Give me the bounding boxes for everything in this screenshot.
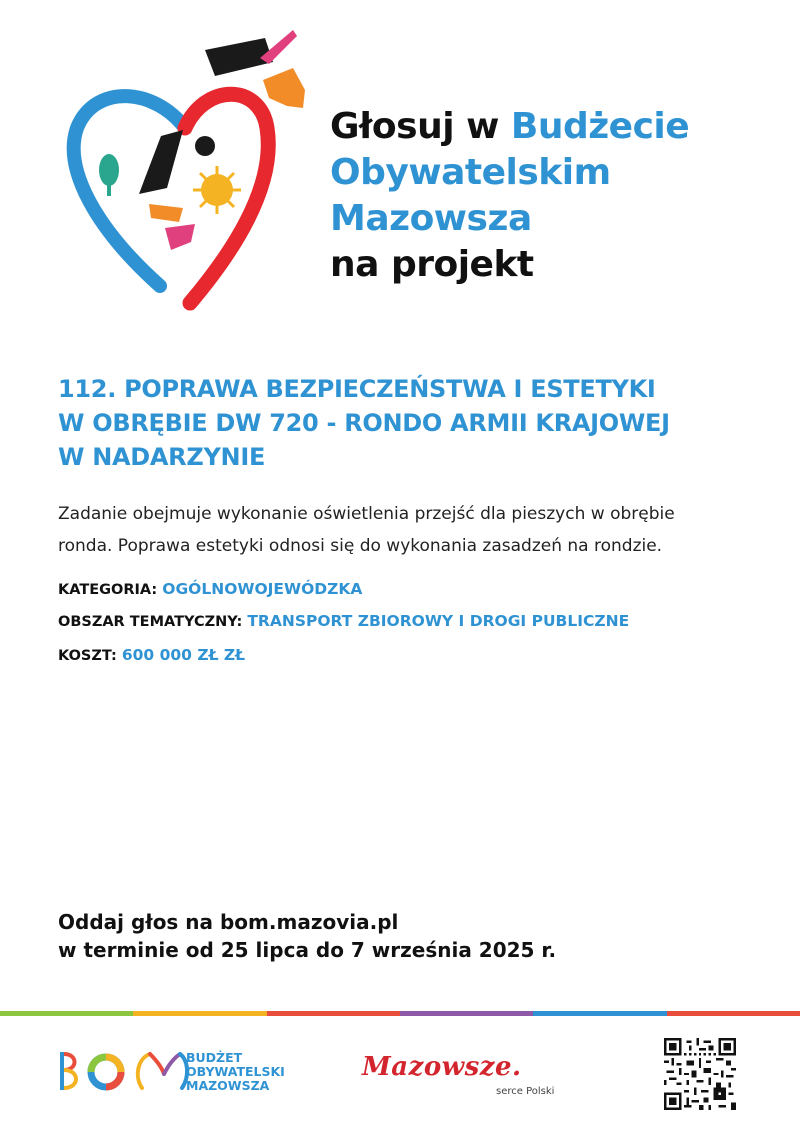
cost-row <box>58 646 245 664</box>
thematic-area-value: TRANSPORT ZBIOROWY I DROGI PUBLICZNE <box>247 612 630 630</box>
bom-text-line: OBYWATELSKI <box>186 1064 285 1079</box>
cta-line-1: Oddaj głos na bom.mazovia.pl <box>58 910 399 934</box>
color-bar-segment <box>133 1011 266 1016</box>
thematic-area-label: OBSZAR TEMATYCZNY: <box>58 614 248 630</box>
project-description <box>58 498 758 562</box>
category-row <box>58 580 362 598</box>
headline-line-3: Mazowsza <box>330 198 532 239</box>
description-line: Zadanie obejmuje wykonanie oświetlenia przejść dla pieszych w obrębie <box>58 504 675 524</box>
category-label: KATEGORIA: <box>58 582 163 598</box>
heart-face-logo <box>55 28 315 318</box>
mazowsze-tagline: serce Polski <box>496 1086 555 1097</box>
project-title <box>58 372 758 474</box>
headline <box>330 104 689 288</box>
vote-call-to-action <box>58 908 556 964</box>
color-bar-segment <box>0 1011 133 1016</box>
color-bar-segment <box>267 1011 400 1016</box>
headline-line-2: Obywatelskim <box>330 152 611 193</box>
color-bar-segment <box>400 1011 533 1016</box>
cta-line-2: w terminie od 25 lipca do 7 września 2025 r. <box>58 938 557 962</box>
cost-value: 600 000 ZŁ ZŁ <box>121 646 246 664</box>
project-title-line: W NADARZYNIE <box>58 443 266 471</box>
bom-text-line: MAZOWSZA <box>186 1078 270 1093</box>
thematic-area-row <box>58 612 629 630</box>
headline-part-blue: Budżecie <box>510 106 690 147</box>
color-divider-bar <box>0 1011 800 1016</box>
category-value: OGÓLNOWOJEWÓDZKA <box>162 580 363 598</box>
project-title-line: W OBRĘBIE DW 720 - RONDO ARMII KRAJOWEJ <box>58 409 670 437</box>
description-line: ronda. Poprawa estetyki odnosi się do wykonania zasadzeń na rondzie. <box>58 536 663 556</box>
cost-label: KOSZT: <box>58 648 122 664</box>
bom-logo-text <box>186 1051 285 1093</box>
color-bar-segment <box>667 1011 800 1016</box>
color-bar-segment <box>533 1011 666 1016</box>
project-title-line: 112. POPRAWA BEZPIECZEŃSTWA I ESTETYKI <box>58 375 656 403</box>
qr-code-icon <box>664 1038 736 1110</box>
mazowsze-logo: Mazowsze. <box>362 1052 522 1082</box>
headline-part-dark: Głosuj w <box>330 106 511 147</box>
bom-text-line: BUDŻET <box>186 1050 243 1065</box>
headline-line-4: na projekt <box>330 244 534 285</box>
